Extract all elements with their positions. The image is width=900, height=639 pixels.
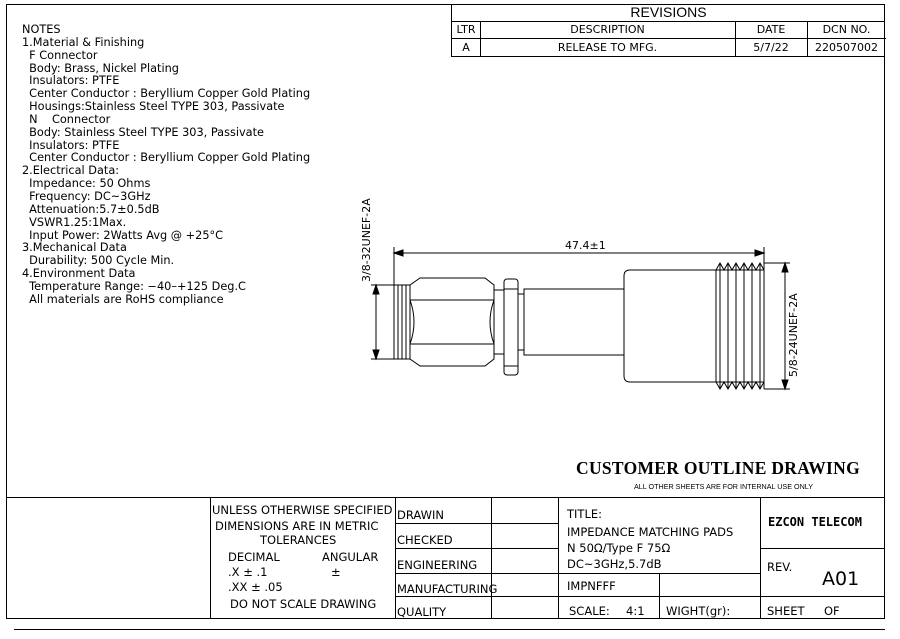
- revisions-header-date: DATE: [756, 23, 786, 36]
- approval-drawin: DRAWIN: [397, 508, 444, 522]
- title-block-divider: [210, 498, 211, 618]
- notes-heading: NOTES: [22, 23, 61, 36]
- revisions-header-ltr: LTR: [456, 23, 476, 36]
- title-block-divider: [558, 498, 559, 618]
- scale-label: SCALE:: [569, 604, 610, 618]
- note-line: Temperature Range: −40–+125 Deg.C: [22, 279, 246, 293]
- title-label: TITLE:: [567, 507, 602, 521]
- note-line: Housings:Stainless Steel TYPE 303, Passivate: [22, 100, 285, 114]
- barrel: [524, 289, 624, 355]
- revision-row-ltr: A: [462, 41, 470, 54]
- approval-checked: CHECKED: [397, 533, 453, 547]
- note-line: 3.Mechanical Data: [22, 241, 127, 255]
- revisions-header-description: DESCRIPTION: [570, 23, 645, 36]
- tolerance-line3: TOLERANCES: [260, 533, 337, 547]
- note-line: Center Conductor : Beryllium Copper Gold Plating: [22, 151, 311, 165]
- drawing-title: CUSTOMER OUTLINE DRAWING: [576, 458, 861, 478]
- note-line: VSWR1.25:1Max.: [22, 215, 127, 229]
- revision-row-description: RELEASE TO MFG.: [557, 41, 658, 54]
- note-line: Insulators: PTFE: [22, 74, 120, 88]
- left-thread-dimension: [371, 285, 394, 359]
- note-line: Impedance: 50 Ohms: [22, 177, 151, 191]
- note-line: Frequency: DC~3GHz: [22, 189, 151, 203]
- approval-row-line: [395, 523, 558, 524]
- note-line: 1.Material & Finishing: [22, 35, 145, 49]
- n-connector-body: [624, 270, 716, 382]
- approval-row-line: [395, 548, 558, 549]
- note-line: N Connector: [22, 112, 111, 126]
- revisions-title: REVISIONS: [452, 4, 885, 22]
- title-block-row-line: [558, 596, 885, 597]
- overall-length-label: 47.4±1: [565, 239, 606, 252]
- title-block-divider: [491, 498, 492, 618]
- of-label: OF: [824, 604, 840, 618]
- note-line: 4.Environment Data: [22, 267, 136, 281]
- internal-use-note: ALL OTHER SHEETS ARE FOR INTERNAL USE ONLY: [634, 482, 814, 491]
- title-line2: N 50Ω/Type F 75Ω: [567, 541, 671, 555]
- note-line: F Connector: [22, 48, 98, 62]
- revisions-header-dcn: DCN NO.: [822, 23, 871, 36]
- approval-engineering: ENGINEERING: [397, 558, 478, 572]
- decimal-label: DECIMAL: [228, 550, 280, 564]
- company-name: EZCON TELECOM: [768, 515, 862, 529]
- title-block-divider: [760, 498, 761, 618]
- approval-quality: QUALITY: [397, 605, 447, 619]
- note-line: Insulators: PTFE: [22, 138, 120, 152]
- note-line: Center Conductor : Beryllium Copper Gold Plating: [22, 87, 311, 101]
- title-block-row-line: [760, 548, 885, 549]
- part-number: IMPNFFF: [567, 579, 616, 593]
- title-block-divider: [395, 498, 396, 618]
- note-line: Input Power: 2Watts Avg @ +25°C: [22, 228, 224, 242]
- approval-row-line: [395, 596, 558, 597]
- tolerance-line1: UNLESS OTHERWISE SPECIFIED: [212, 503, 393, 517]
- scale-value: 4:1: [626, 604, 645, 618]
- angular-tolerance: ±: [331, 565, 341, 579]
- right-thread-section: [716, 263, 764, 389]
- note-line: Body: Stainless Steel TYPE 303, Passivate: [22, 125, 264, 139]
- flange: [494, 279, 524, 375]
- title-line3: DC~3GHz,5.7dB: [567, 557, 662, 571]
- title-line1: IMPEDANCE MATCHING PADS: [567, 525, 734, 539]
- title-block: [6, 497, 885, 619]
- hex-nut: [410, 278, 494, 366]
- do-not-scale-note: DO NOT SCALE DRAWING: [230, 597, 377, 611]
- approval-manufacturing: MANUFACTURING: [397, 582, 498, 596]
- note-line: Body: Brass, Nickel Plating: [22, 61, 179, 75]
- revision-row-date: 5/7/22: [753, 41, 789, 54]
- angular-label: ANGULAR: [322, 550, 379, 564]
- left-thread-section: [394, 285, 410, 359]
- rev-label: REV.: [767, 560, 793, 574]
- note-line: Durability: 500 Cycle Min.: [22, 254, 175, 268]
- x-tolerance: .X ± .1: [228, 565, 268, 579]
- rev-value: A01: [822, 568, 860, 590]
- revision-row-dcn: 220507002: [815, 41, 878, 54]
- left-thread-label: 3/8-32UNEF-2A: [360, 198, 373, 282]
- approval-row-line: [395, 573, 558, 574]
- note-line: All materials are RoHS compliance: [22, 292, 224, 306]
- tolerance-line2: DIMENSIONS ARE IN METRIC: [215, 519, 379, 533]
- sheet-label: SHEET: [767, 604, 805, 618]
- note-line: Attenuation:5.7±0.5dB: [22, 202, 160, 216]
- title-block-row-line: [558, 573, 760, 574]
- note-line: 2.Electrical Data:: [22, 164, 120, 178]
- overall-length-dimension: [394, 247, 764, 285]
- weight-label: WIGHT(gr):: [666, 604, 731, 618]
- right-thread-label: 5/8-24UNEF-2A: [787, 293, 800, 377]
- xx-tolerance: .XX ± .05: [228, 580, 283, 594]
